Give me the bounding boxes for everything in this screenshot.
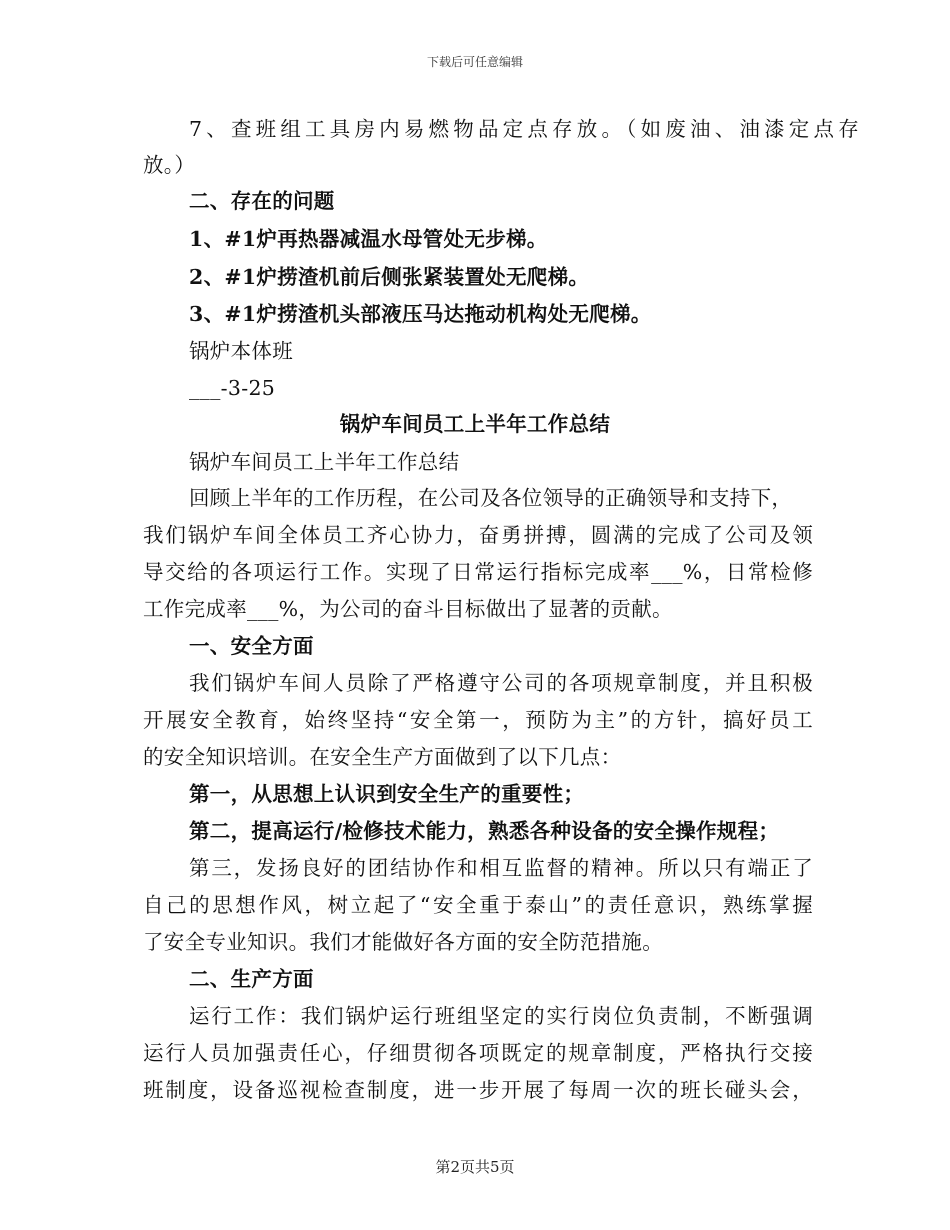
paragraph-line: 导交给的各项运行工作。实现了日常运行指标完成率___%，日常检修 [143, 560, 813, 584]
issue-item: 3、#1炉捞渣机头部液压马达拖动机构处无爬梯。 [189, 302, 652, 326]
paragraph-line: 我们锅炉车间全体员工齐心协力，奋勇拼搏，圆满的完成了公司及领 [143, 523, 813, 547]
page-header: 下载后可任意编辑 [426, 55, 523, 69]
paragraph-line: 的安全知识培训。在安全生产方面做到了以下几点： [143, 745, 622, 769]
signature-date: ___-3-25 [189, 376, 276, 400]
paragraph-line: 开展安全教育，始终坚持“安全第一，预防为主”的方针，搞好员工 [143, 708, 813, 732]
paragraph-line: 了安全专业知识。我们才能做好各方面的安全防范措施。 [143, 930, 663, 954]
issue-item: 2、#1炉捞渣机前后侧张紧装置处无爬梯。 [189, 265, 590, 289]
paragraph-line: 班制度，设备巡视检查制度，进一步开展了每周一次的班长碰头会， [143, 1078, 813, 1102]
paragraph-line: 7、查班组工具房内易燃物品定点存放。（如废油、油漆定点存 [189, 117, 859, 141]
issue-item: 1、#1炉再热器减温水母管处无步梯。 [189, 227, 548, 251]
section-heading: 二、生产方面 [189, 967, 314, 991]
key-point: 第二，提高运行/检修技术能力，熟悉各种设备的安全操作规程； [189, 819, 780, 843]
section-heading: 一、安全方面 [189, 634, 314, 658]
key-point: 第一，从思想上认识到安全生产的重要性； [189, 782, 585, 806]
section-heading: 二、存在的问题 [189, 189, 335, 213]
subtitle-line: 锅炉车间员工上半年工作总结 [189, 450, 460, 474]
signature-team: 锅炉本体班 [189, 339, 293, 363]
paragraph-line: 运行工作：我们锅炉运行班组坚定的实行岗位负责制，不断强调 [189, 1004, 813, 1028]
paragraph-line: 自己的思想作风，树立起了“安全重于泰山”的责任意识，熟练掌握 [143, 893, 813, 917]
page-number: 第2页共5页 [435, 1158, 515, 1176]
document-title: 锅炉车间员工上半年工作总结 [339, 412, 611, 436]
paragraph-line: 回顾上半年的工作历程，在公司及各位领导的正确领导和支持下， [189, 486, 793, 510]
paragraph-line: 我们锅炉车间人员除了严格遵守公司的各项规章制度，并且积极 [189, 671, 813, 695]
paragraph-line: 放。） [143, 153, 196, 177]
paragraph-line: 工作完成率___%，为公司的奋斗目标做出了显著的贡献。 [143, 597, 673, 621]
paragraph-line: 运行人员加强责任心，仔细贯彻各项既定的规章制度，严格执行交接 [143, 1041, 813, 1065]
paragraph-line: 第三，发扬良好的团结协作和相互监督的精神。所以只有端正了 [189, 856, 813, 880]
